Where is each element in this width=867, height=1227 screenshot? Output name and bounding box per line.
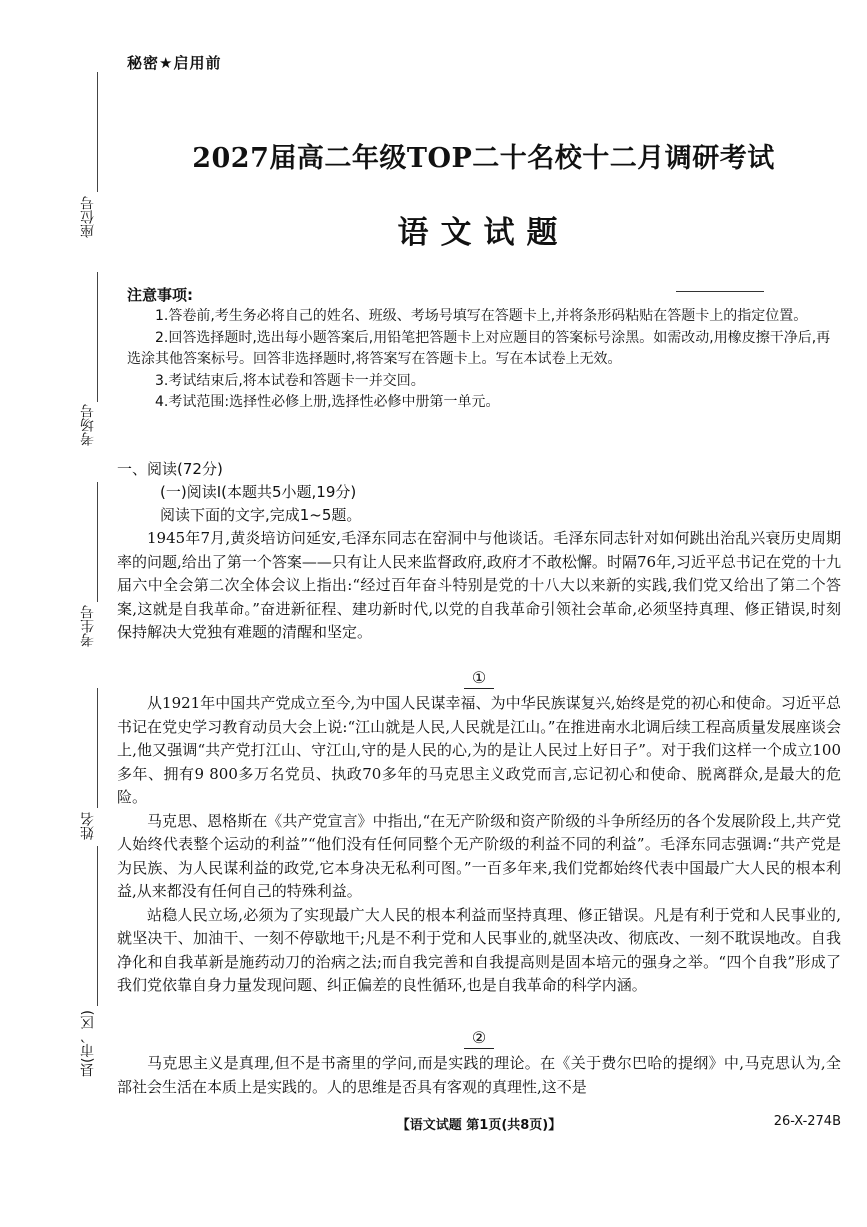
section-heading: 一、阅读(72分) [117, 460, 223, 478]
decorative-rule [676, 291, 764, 292]
notice-item: 3.考试结束后,将本试卷和答题卡一并交回。 [155, 372, 425, 389]
name-label: 姓名 [80, 812, 96, 840]
passage-part-1 [117, 692, 841, 998]
passage-paragraph: 1945年7月,黄炎培访问延安,毛泽东同志在窑洞中与他谈话。毛泽东同志针对如何跳出治乱兴衰历史周期率的问题,给出了第一个答案——只有让人民来监督政府,政府才不敢松懈。时隔76年,习近平总书记在党的十九届六中全会第二次全体会议上指出:“经过百年奋斗特别是党的十八大以来新的实践,我们党又给出了第二个答案,这就是自我革命。”奋进新征程、建功新时代,以党的自我革命引领社会革命,必须坚持真理、修正错误,时刻保持解决大党独有难题的清醒和坚定。 [117, 529, 841, 641]
reading-instruction: 阅读下面的文字,完成1~5题。 [160, 506, 362, 524]
section-marker-text: ② [464, 1028, 494, 1049]
exam-room-blank [97, 272, 98, 402]
exam-subject: 语文试题 [397, 215, 570, 251]
confidential-label: 秘密★启用前 [127, 54, 222, 72]
student-id-blank [97, 482, 98, 602]
passage-paragraph: 站稳人民立场,必须为了实现最广大人民的根本利益而坚持真理、修正错误。凡是有利于党和人民事业的,就坚决干、加油干、一刻不停歇地干;凡是不利于党和人民事业的,就坚决改、彻底改、一刻不耽误地改。自我净化和自我革新是施药动刀的治病之法;而自我完善和自我提高则是固本培元的强身之举。“四个自我”形成了我们党依靠自身力量发现问题、纠正偏差的良性循环,也是自我革命的科学内涵。 [117, 905, 841, 994]
passage-intro [117, 527, 841, 645]
student-id-label: 考生号 [80, 605, 96, 647]
passage-paragraph: 马克思主义是真理,但不是书斋里的学问,而是实践的理论。在《关于费尔巴哈的提纲》中,马克思认为,全部社会生活在本质上是实践的。人的思维是否具有客观的真理性,这不是 [117, 1054, 841, 1096]
notice-item: 4.考试范围:选择性必修上册,选择性必修中册第一单元。 [155, 394, 500, 410]
county-blank [97, 846, 98, 1006]
section-marker-1 [117, 668, 841, 689]
passage-paragraph: 马克思、恩格斯在《共产党宣言》中指出,“在无产阶级和资产阶级的斗争所经历的各个发展阶段上,共产党人始终代表整个运动的利益”“他们没有任何同整个无产阶级的利益不同的利益”。毛泽东同志强调:“共产党是为民族、为人民谋利益的政党,它本身决无私利可图。”一百多年来,我们党都始终代表中国最广大人民的根本利益,从来都没有任何自己的特殊利益。 [117, 811, 841, 900]
notice-item: 2.回答选择题时,选出每小题答案后,用铅笔把答题卡上对应题目的答案标号涂黑。如需改动,用橡皮擦干净后,再选涂其他答案标号。回答非选择题时,将答案写在答题卡上。写在本试卷上无效。 [127, 329, 831, 367]
subsection-heading: (一)阅读Ⅰ(本题共5小题,19分) [160, 483, 357, 501]
notice-item: 1.答卷前,考生务必将自己的姓名、班级、考场号填写在答题卡上,并将条形码粘贴在答题卡上的指定位置。 [155, 308, 808, 324]
passage-paragraph: 从1921年中国共产党成立至今,为中国人民谋幸福、为中华民族谋复兴,始终是党的初心和使命。习近平总书记在党史学习教育动员大会上说:“江山就是人民,人民就是江山。”在推进南水北调后续工程高质量发展座谈会上,他又强调“共产党打江山、守江山,守的是人民的心,为的是让人民过上好日子”。对于我们这样一个成立100多年、拥有9 800多万名党员、执政70多年的马克思主义政党而言,忘记初心和使命、脱离群众,是最大的危险。 [117, 694, 841, 806]
notice-list [127, 306, 842, 414]
paper-code: 26-X-274B [773, 1114, 841, 1129]
page-number: 【语文试题 第1页(共8页)】 [396, 1118, 562, 1133]
county-label: 县(市、区) [80, 1010, 96, 1077]
seat-number-label: 座位号 [80, 196, 96, 238]
exam-room-label: 考场号 [80, 404, 96, 446]
section-marker-text: ① [464, 668, 494, 689]
exam-title: 2027届高二年级TOP二十名校十二月调研考试 [192, 143, 775, 174]
notice-heading: 注意事项: [127, 286, 193, 304]
section-marker-2 [117, 1028, 841, 1049]
seat-number-blank [97, 72, 98, 192]
passage-part-2 [117, 1052, 841, 1099]
name-blank [97, 688, 98, 808]
